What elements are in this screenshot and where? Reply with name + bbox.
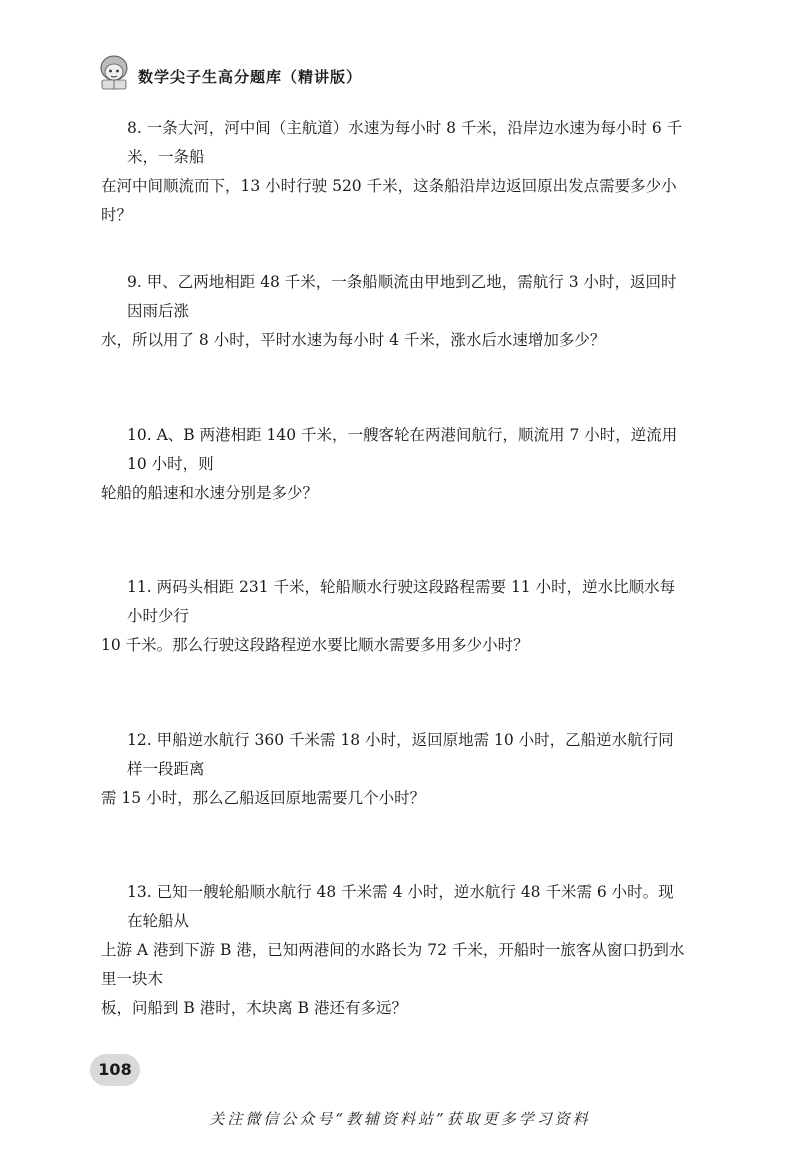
page-header [96,52,716,102]
problem-text: 13. 已知一艘轮船顺水航行 48 千米需 4 小时，逆水航行 48 千米需 6 小时。现在轮船从 [127,883,674,930]
problem-12 [101,726,687,813]
problem-11 [101,573,687,660]
problem-text: 轮船的船速和水速分别是多少？ [101,484,319,502]
problem-text: 11. 两码头相距 231 千米，轮船顺水行驶这段路程需要 11 小时，逆水比顺水每小时少行 [127,578,676,625]
problem-text: 板，问船到 B 港时，木块离 B 港还有多远？ [101,999,407,1017]
problem-text: 上游 A 港到下游 B 港，已知两港间的水路长为 72 千米，开船时一旅客从窗口扔到水里一块木 [101,941,685,988]
header-title: 数学尖子生高分题库（精讲版） [138,68,363,86]
page-number: 108 [90,1054,140,1086]
cartoon-student-icon [96,52,132,92]
problem-text: 水，所以用了 8 小时，平时水速为每小时 4 千米，涨水后水速增加多少？ [101,331,606,349]
problem-text: 8. 一条大河，河中间（主航道）水速为每小时 8 千米，沿岸边水速为每小时 6 千米，一条船 [127,119,683,166]
problem-13 [101,878,687,1023]
problem-8 [101,114,687,230]
problem-10 [101,421,687,508]
problem-text: 需 15 小时，那么乙船返回原地需要几个小时？ [101,789,426,807]
problem-text: 在河中间顺流而下，13 小时行驶 520 千米，这条船沿岸边返回原出发点需要多少小时？ [101,177,677,224]
problem-text: 10 千米。那么行驶这段路程逆水要比顺水需要多用多少小时？ [101,636,529,654]
problem-text: 10. A、B 两港相距 140 千米，一艘客轮在两港间航行，顺流用 7 小时，逆流用 10 小时，则 [127,426,678,473]
problem-9 [101,268,687,355]
problem-text: 12. 甲船逆水航行 360 千米需 18 小时，返回原地需 10 小时，乙船逆水航行同样一段距离 [127,731,674,778]
problem-text: 9. 甲、乙两地相距 48 千米，一条船顺流由甲地到乙地，需航行 3 小时，返回时因雨后涨 [127,273,677,320]
footer-note: 关注微信公众号“教辅资料站”获取更多学习资料 [209,1110,591,1128]
